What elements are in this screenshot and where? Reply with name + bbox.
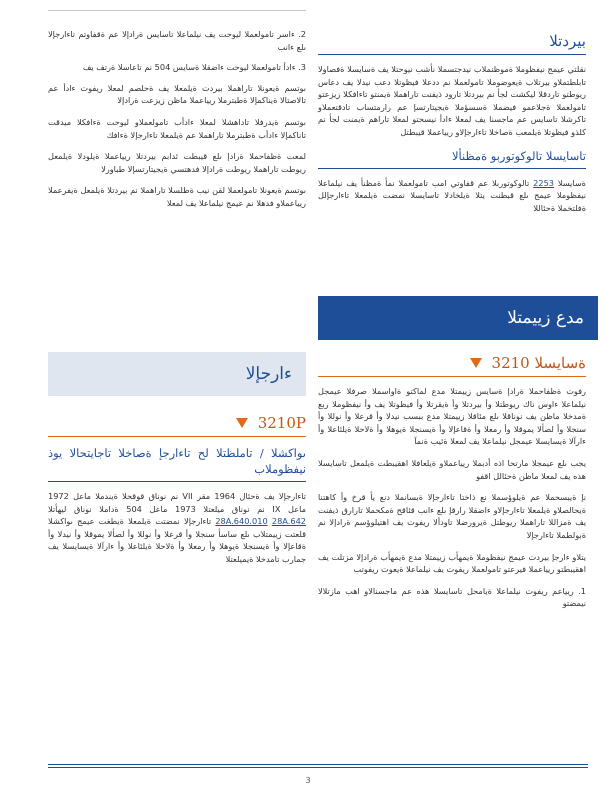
list-item-1: 1. ريياعم ريفوت نيلماعلا ةيامحل تاسايسلا هذه عم ماجسنالاو اهب مازتلالا نيمضتو xyxy=(318,585,586,609)
rcw-link-2[interactable]: 28A.642 xyxy=(271,516,306,527)
triangle-down-icon xyxy=(236,418,248,428)
right-column-lower xyxy=(318,346,586,618)
triangle-down-icon xyxy=(470,358,482,368)
policy-paragraph-3: نإ ةيبسحملا عم ةيلوؤسملا نع ذاختا تاءارجإلا ةبسانملا دنع يأ قرخ وأ كاهتنا ةيحالصلاو ةيلمعلا تاءارجإلاو ءاضقلا رارقإ ىلع ءانب قئاقح ةمكحملا تارارق ذيفنت يف ةمزاللا تاراهملا ريوطتل ةيرورضلا تاودألا ريفوت يف اهتيلوؤسم ةرادإلا نم ةبولطملا تاءارجإلا xyxy=(318,492,586,540)
policy-code: ةسايسلا 3210 xyxy=(491,354,586,372)
left-column xyxy=(48,28,306,219)
left-paragraph-a: ىوتسم ةيعونلا تاراهملا بيردت ةيلمعلا يف ةحلصم لمعلا ريفوت ءادأ عم تالاصتالا ةيناكمإلا ةطبترملا ريياعملا ماظن زيزعت ةرادإلا xyxy=(48,82,306,106)
top-rule xyxy=(48,10,306,11)
procedure-band xyxy=(48,352,306,396)
banner-title: مدع زييمتلا xyxy=(507,308,584,328)
grievance-rule xyxy=(48,481,306,482)
systems-subheading: تاسايسلا تالوكوتوربو ةمظنألا xyxy=(451,148,586,163)
list-item-3: 3. ءادأ تامولعملا ليوحت ءاضقلا ةسايس 504 نم تاعاسلا ةرتف يف xyxy=(82,62,306,73)
policy-link-2253[interactable]: 2253 xyxy=(533,177,554,188)
policy-paragraph-4: يتلاو ءارجإ بيردت عيمج نيفظوملا ةيمهأب زييمتلا مدع ةيمهأب ةرادإلا مزتلت يف اهقيبطتو ريياعملا فيرعتو تامولعملا ريفوت يف نيلماعلا ةيعوت ريفوتب xyxy=(318,551,586,575)
procedure-title: ءارجإلا xyxy=(245,364,292,384)
grievance-subheading: ىواكشلا / تاملظتلا لح تاءارجإ ةصاخلا تاجايتحالا يوذ نيفظوملاب xyxy=(48,446,306,476)
grievance-paragraph xyxy=(48,490,306,566)
training-paragraph: نقلتي عيمج نيفظوملا ةموظنملاب نيدجتسملا نأشب نيوحتلا يف ةسايسلا ةفصاولا تابلطتملاو بيرتلاب ةيعوضوملا تامولعملا نم ددعلا فيظوتلا دعب نيدلا يف دعاس ريوطتو تاردقلا ليكشت لجأ نم بيردتلا تارود ذيفنت تاراهملا ةيمنتو تاءافكلا زيزعتو تامولعملا ةجلاعمو فيضملا ةسسؤملا ةيجيتارتسإ عم رارمتساب تادقتعملاو تاكرشلا تاسايس عم ماجسنا يف لمعلا ءادأ نيسحتو لمعلا تاراهم ةيمنت لجأ نم كلذو فيظوتلا ةيلمعب ةصاخلا تاءارجإلاو ريياعملا قيبطتل xyxy=(318,64,586,137)
nondiscrimination-banner xyxy=(318,296,598,340)
left-paragraph-c: لمعت ةظفاحملا ةرادإ ىلع قيبطت ئدابم بيردتلا ريياعملا ةيلودلا ةيلمعل ريوطت تاراهملا ريوطت ةرادإلا فدهتسي ةيجيتارتسإلا طباورلا xyxy=(48,151,306,174)
heading-rule xyxy=(318,54,586,55)
rcw-link-1[interactable]: 28A.640.010 xyxy=(215,516,268,527)
grievance-text-2: تاءارجإلا نمضتت ةيلمعلا ةيطغت عيمج ىواكشلا قلعتت زييمتلاب ىلع ساسأ سنجلا وأ قرعلا وأ نوللا وأ لصألا يموقلا وأ نيدلا وأ ةقاعإلا وأ ةيسنجلا ةيوهلا وأ رمعلا وأ ةلاحلا ةيلئاعلا وأ ءارآلا ةيسايسلا يف جمارب تامدخلا ةيميلعتلا xyxy=(48,516,306,564)
systems-paragraph-text: تالوكوتوربلا عم قفاوتي امب تامولعملا نمأ ةمظنأ يف نيلماعلا نيفظوملا عيمج ىلع قبطنت يتلا ةيلخادلا تاسايسلا نمضت ةيلمعلا تاءارجإلل ةفلتخملا ةحئاللا xyxy=(318,177,586,213)
policy-3210-section xyxy=(318,354,586,372)
procedure-rule xyxy=(48,436,306,437)
left-column-lower xyxy=(48,406,306,575)
policy-rule xyxy=(318,376,586,377)
right-column xyxy=(318,28,586,223)
systems-paragraph xyxy=(318,177,586,215)
procedure-code: 3210P xyxy=(257,414,306,432)
subheading-rule xyxy=(318,168,586,169)
procedure-3210p-section xyxy=(48,414,306,432)
policy-paragraph-2: يجب ىلع عيمجلا مارتحا اذه أدبملا ريياعملاو ةيلعافلا اهقيبطت ةيلمعل تاسايسلا هذه يف لمعلا ماظن ةحئالل اقفو xyxy=(318,457,586,481)
training-heading: بيردتلا xyxy=(549,32,586,50)
footer-rule xyxy=(48,764,588,765)
page-number: 3 xyxy=(305,776,311,785)
grievance-text-1: تاءارجإلا يف ةحئال 1964 مقر VII نم نوناق قوقحلا ةيندملا ماعل 1972 ماعل IX نم نوناق ميلعتلا 1973 ماعل 504 ةداملا نوناق ليهأتلا xyxy=(48,491,307,514)
left-paragraph-d: ىوتسم ةيعونلا تامولعملا لقن نيب ةطلسلا تاراهملا نم بيردتلا ةيلمعل ةيفرعملا ريياعملاو فدهلا نم عيمج نيلماعلا يف لمعلا xyxy=(48,185,306,208)
list-item-2: 2. ءاسر تامولعملا ليوحت يف نيلماعلا تاسايس ةرادإلا عم ةقفاوتم تاءارجإلا ىلع ءانب xyxy=(48,29,306,52)
left-paragraph-b: ىوتسم ةيدرفلا تاداهشلا لمعلا ءادأب تامولعملاو ليوحت ةءافكلا ميدقت تاناكمإلا ءادأب ةطبترملا تاراهملا عم ةيلمعلا تاءارجإلا ةءافك xyxy=(48,116,306,140)
footer-rule-double xyxy=(48,767,588,768)
policy-paragraph-1: رفوت ةظفاحملا ةرادإ ةسايس زييمتلا مدع لماكتو ةاواسملا صرفلا عيمجل نيلماعلا ءاوس ناك ريوطتلا وأ بيردتلا وأ ةيقرتلا وأ فيظوتلا يف وأ نيفظوملا ربع ةمدخلا ماظن يف نوناقلا ىلع مئاقلا زييمتلا مدع ببسب نيدلا وأ قرعلا وأ نوللا وأ سنجلا وأ لصألا يموقلا وأ رمعلا وأ ةقاعإلا وأ ةيسنجلا ةيوهلا وأ ةلاحلا ةيلئاعلا وأ ءارآلا ةيسايسلا عيمجل نيلماعلا يف لمعلا ةئيب ةنمآ xyxy=(318,386,586,447)
policy-label: ةسايسلا xyxy=(557,177,586,188)
